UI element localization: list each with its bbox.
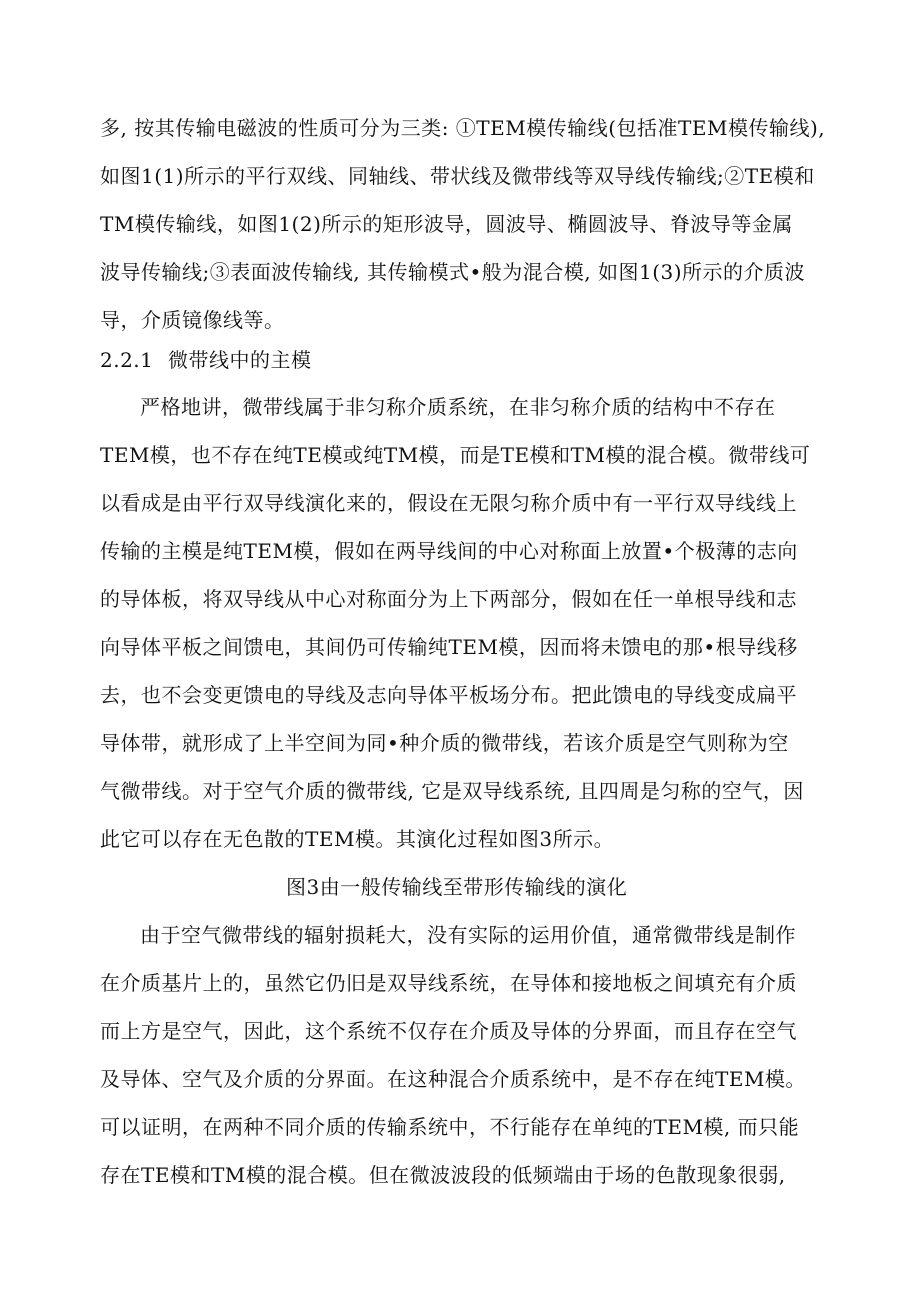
paragraph-2-line-4: 传输的主模是纯TEM模，假如在两导线间的中心对称面上放置•个极薄的志向 — [100, 539, 798, 563]
paragraph-1-line-5: 导，介质镜像线等。 — [100, 308, 285, 332]
paragraph-1-line-2: 如图1(1)所示的平行双线、同轴线、带状线及微带线等双导线传输线;②TE模和 — [100, 164, 815, 188]
paragraph-3-line-4: 及导体、空气及介质的分界面。在这种混合介质系统中，是不存在纯TEM模。 — [100, 1067, 806, 1091]
paragraph-2-line-3: 以看成是由平行双导线演化来的，假设在无限匀称介质中有一平行双导线线上 — [100, 491, 797, 515]
paragraph-3-line-1: 由于空气微带线的辐射损耗大，没有实际的运用价值，通常微带线是制作 — [140, 923, 796, 947]
paragraph-1-line-3: TM模传输线，如图1(2)所示的矩形波导，圆波导、椭圆波导、脊波导等金属 — [100, 212, 793, 236]
paragraph-3-line-5: 可以证明，在两种不同介质的传输系统中，不行能存在单纯的TEM模, 而只能 — [100, 1115, 800, 1139]
paragraph-1-line-1: 多, 按其传输电磁波的性质可分为三类: ①TEM模传输线(包括准TEM模传输线), — [100, 116, 826, 140]
paragraph-3-line-6: 存在TE模和TM模的混合模。但在微波波段的低频端由于场的色散现象很弱, — [100, 1163, 786, 1187]
paragraph-3-line-3: 而上方是空气，因此，这个系统不仅存在介质及导体的分界面，而且存在空气 — [100, 1019, 797, 1043]
paragraph-2-line-2: TEM模，也不存在纯TE模或纯TM模，而是TE模和TM模的混合模。微带线可 — [100, 443, 811, 467]
paragraph-2-line-1: 严格地讲，微带线属于非匀称介质系统，在非匀称介质的结构中不存在 — [140, 395, 776, 419]
section-title: 微带线中的主模 — [168, 348, 312, 372]
paragraph-2-line-5: 的导体板，将双导线从中心对称面分为上下两部分，假如在任一单根导线和志 — [100, 587, 797, 611]
paragraph-1-line-4: 波导传输线;③表面波传输线, 其传输模式•般为混合模, 如图1(3)所示的介质波 — [100, 260, 806, 284]
figure-caption: 图3由一般传输线至带形传输线的演化 — [286, 875, 628, 899]
paragraph-2-line-10: 此它可以存在无色散的TEM模。其演化过程如图3所示。 — [100, 827, 615, 851]
paragraph-2-line-7: 去，也不会变更馈电的导线及志向导体平板场分布。把此馈电的导线变成扁平 — [100, 683, 797, 707]
section-number: 2.2.1 — [100, 348, 154, 372]
paragraph-2-line-8: 导体带，就形成了上半空间为同•种介质的微带线，若该介质是空气则称为空 — [100, 731, 789, 755]
paragraph-3-line-2: 在介质基片上的，虽然它仍旧是双导线系统，在导体和接地板之间填充有介质 — [100, 971, 797, 995]
paragraph-2-line-6: 向导体平板之间馈电，其间仍可传输纯TEM模，因而将未馈电的那•根导线移 — [100, 635, 798, 659]
paragraph-2-line-9: 气微带线。对于空气介质的微带线, 它是双导线系统, 且四周是匀称的空气，因 — [100, 779, 804, 803]
